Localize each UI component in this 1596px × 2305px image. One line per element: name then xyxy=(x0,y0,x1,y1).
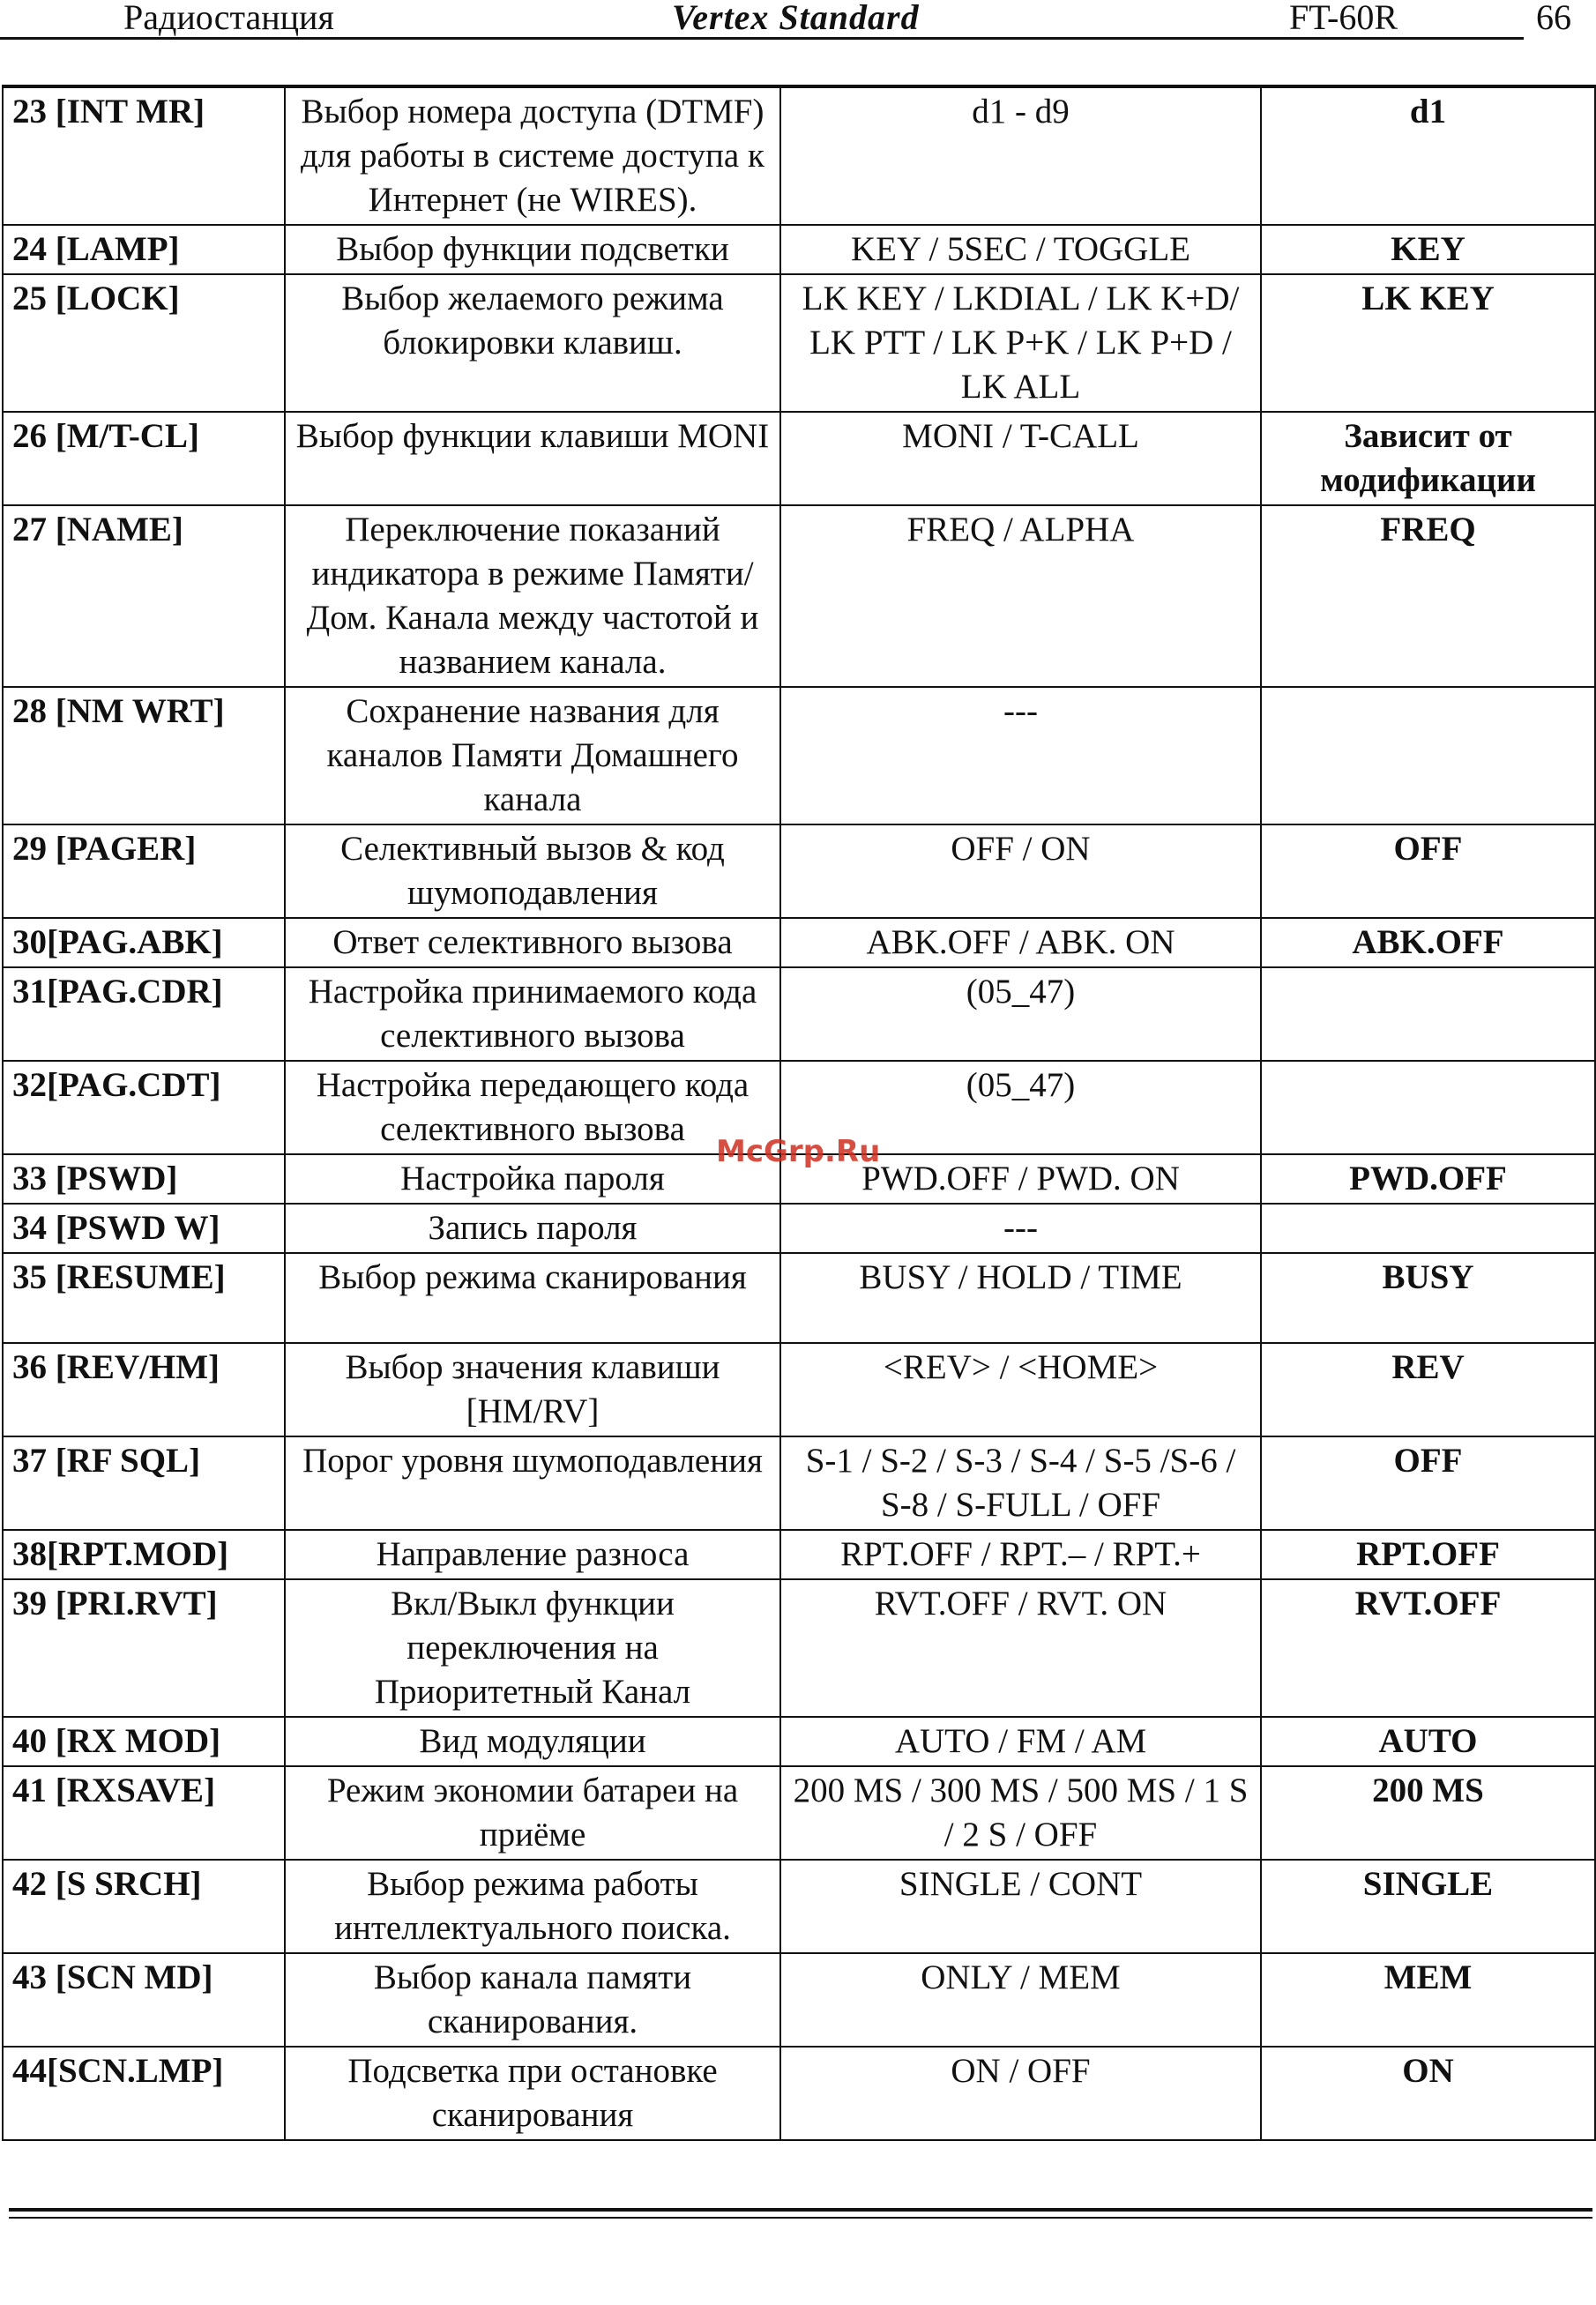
bottom-rule xyxy=(9,2208,1592,2212)
default-value-cell: REV xyxy=(1261,1343,1595,1436)
description-cell: Выбор функции подсветки xyxy=(285,225,780,274)
description-cell: Селективный вызов & код шумоподавления xyxy=(285,824,780,918)
menu-item-cell: 40 [RX MOD] xyxy=(3,1717,285,1766)
menu-item-cell: 27 [NAME] xyxy=(3,505,285,687)
default-value-cell: Зависит от модификации xyxy=(1261,412,1595,505)
options-cell: <REV> / <HOME> xyxy=(780,1343,1261,1436)
description-cell: Настройка принимаемого кода селективного вызова xyxy=(285,967,780,1061)
default-value-cell xyxy=(1261,1204,1595,1253)
description-cell: Вкл/Выкл функции переключения на Приоритетный Канал xyxy=(285,1579,780,1717)
options-cell: OFF / ON xyxy=(780,824,1261,918)
table-row xyxy=(3,918,1595,967)
options-cell: LK KEY / LKDIAL / LK K+D/ LK PTT / LK P+K / LK P+D / LK ALL xyxy=(780,274,1261,412)
options-cell: (05_47) xyxy=(780,1061,1261,1154)
options-cell: --- xyxy=(780,1204,1261,1253)
menu-item-cell: 41 [RXSAVE] xyxy=(3,1766,285,1860)
options-cell: AUTO / FM / AM xyxy=(780,1717,1261,1766)
default-value-cell: SINGLE xyxy=(1261,1860,1595,1953)
description-cell: Выбор значения клавиши [HM/RV] xyxy=(285,1343,780,1436)
default-value-cell: PWD.OFF xyxy=(1261,1154,1595,1204)
menu-item-cell: 35 [RESUME] xyxy=(3,1253,285,1343)
options-cell: 200 MS / 300 MS / 500 MS / 1 S / 2 S / OFF xyxy=(780,1766,1261,1860)
default-value-cell: d1 xyxy=(1261,86,1595,225)
default-value-cell xyxy=(1261,687,1595,824)
options-cell: S-1 / S-2 / S-3 / S-4 / S-5 /S-6 / S-8 / S-FULL / OFF xyxy=(780,1436,1261,1530)
description-cell: Ответ селективного вызова xyxy=(285,918,780,967)
default-value-cell: ABK.OFF xyxy=(1261,918,1595,967)
table-row xyxy=(3,1436,1595,1530)
menu-item-cell: 23 [INT MR] xyxy=(3,86,285,225)
table-row xyxy=(3,967,1595,1061)
options-cell: MONI / T-CALL xyxy=(780,412,1261,505)
description-cell: Выбор желаемого режима блокировки клавиш. xyxy=(285,274,780,412)
table-row xyxy=(3,824,1595,918)
description-cell: Вид модуляции xyxy=(285,1717,780,1766)
description-cell: Переключение показаний индикатора в режиме Памяти/Дом. Канала между частотой и названием канала. xyxy=(285,505,780,687)
options-cell: KEY / 5SEC / TOGGLE xyxy=(780,225,1261,274)
table-row xyxy=(3,1953,1595,2047)
default-value-cell: AUTO xyxy=(1261,1717,1595,1766)
description-cell: Выбор режима сканирования xyxy=(285,1253,780,1343)
description-cell: Режим экономии батареи на приёме xyxy=(285,1766,780,1860)
description-cell: Порог уровня шумоподавления xyxy=(285,1436,780,1530)
default-value-cell: RVT.OFF xyxy=(1261,1579,1595,1717)
options-cell: PWD.OFF / PWD. ON xyxy=(780,1154,1261,1204)
options-cell: (05_47) xyxy=(780,967,1261,1061)
table-row xyxy=(3,1860,1595,1953)
table-row xyxy=(3,2047,1595,2140)
options-cell: BUSY / HOLD / TIME xyxy=(780,1253,1261,1343)
options-cell: RVT.OFF / RVT. ON xyxy=(780,1579,1261,1717)
table-row xyxy=(3,274,1595,412)
table-row xyxy=(3,412,1595,505)
menu-settings-table xyxy=(2,85,1596,2141)
menu-item-cell: 42 [S SRCH] xyxy=(3,1860,285,1953)
bottom-rule-thin xyxy=(9,2217,1592,2219)
menu-item-cell: 31[PAG.CDR] xyxy=(3,967,285,1061)
options-cell: ON / OFF xyxy=(780,2047,1261,2140)
options-cell: ONLY / MEM xyxy=(780,1953,1261,2047)
default-value-cell: ON xyxy=(1261,2047,1595,2140)
header-brand: Vertex Standard xyxy=(672,0,920,37)
table-row xyxy=(3,1766,1595,1860)
default-value-cell xyxy=(1261,967,1595,1061)
menu-item-cell: 36 [REV/HM] xyxy=(3,1343,285,1436)
default-value-cell: MEM xyxy=(1261,1953,1595,2047)
description-cell: Настройка передающего кода селективного вызова xyxy=(285,1061,780,1154)
description-cell: Запись пароля xyxy=(285,1204,780,1253)
table-row xyxy=(3,1343,1595,1436)
options-cell: FREQ / ALPHA xyxy=(780,505,1261,687)
header-rule xyxy=(0,37,1524,40)
table-body xyxy=(3,86,1595,2140)
menu-item-cell: 44[SCN.LMP] xyxy=(3,2047,285,2140)
menu-item-cell: 39 [PRI.RVT] xyxy=(3,1579,285,1717)
menu-item-cell: 25 [LOCK] xyxy=(3,274,285,412)
default-value-cell: 200 MS xyxy=(1261,1766,1595,1860)
menu-item-cell: 43 [SCN MD] xyxy=(3,1953,285,2047)
table-row xyxy=(3,1204,1595,1253)
menu-item-cell: 29 [PAGER] xyxy=(3,824,285,918)
default-value-cell: FREQ xyxy=(1261,505,1595,687)
description-cell: Выбор функции клавиши MONI xyxy=(285,412,780,505)
default-value-cell: OFF xyxy=(1261,1436,1595,1530)
page-header xyxy=(0,0,1596,44)
table-row xyxy=(3,1253,1595,1343)
description-cell: Сохранение названия для каналов Памяти Домашнего канала xyxy=(285,687,780,824)
default-value-cell: OFF xyxy=(1261,824,1595,918)
menu-item-cell: 38[RPT.MOD] xyxy=(3,1530,285,1579)
menu-item-cell: 32[PAG.CDT] xyxy=(3,1061,285,1154)
table-row xyxy=(3,505,1595,687)
description-cell: Выбор режима работы интеллектуального поиска. xyxy=(285,1860,780,1953)
options-cell: SINGLE / CONT xyxy=(780,1860,1261,1953)
table-row xyxy=(3,1579,1595,1717)
options-cell: ABK.OFF / ABK. ON xyxy=(780,918,1261,967)
description-cell: Выбор номера доступа (DTMF) для работы в системе доступа к Интернет (не WIRES). xyxy=(285,86,780,225)
description-cell: Подсветка при остановке сканирования xyxy=(285,2047,780,2140)
default-value-cell: RPT.OFF xyxy=(1261,1530,1595,1579)
header-model: FT-60R xyxy=(1289,0,1398,37)
header-device-type: Радиостанция xyxy=(123,0,334,37)
default-value-cell: BUSY xyxy=(1261,1253,1595,1343)
table-row xyxy=(3,1717,1595,1766)
menu-item-cell: 26 [M/T-CL] xyxy=(3,412,285,505)
options-cell: d1 - d9 xyxy=(780,86,1261,225)
menu-item-cell: 34 [PSWD W] xyxy=(3,1204,285,1253)
watermark: McGrp.Ru xyxy=(716,1134,881,1169)
menu-item-cell: 24 [LAMP] xyxy=(3,225,285,274)
menu-item-cell: 30[PAG.ABK] xyxy=(3,918,285,967)
default-value-cell: KEY xyxy=(1261,225,1595,274)
options-cell: RPT.OFF / RPT.– / RPT.+ xyxy=(780,1530,1261,1579)
options-cell: --- xyxy=(780,687,1261,824)
table-row xyxy=(3,1530,1595,1579)
menu-item-cell: 37 [RF SQL] xyxy=(3,1436,285,1530)
description-cell: Направление разноса xyxy=(285,1530,780,1579)
description-cell: Настройка пароля xyxy=(285,1154,780,1204)
menu-item-cell: 28 [NM WRT] xyxy=(3,687,285,824)
page-number: 66 xyxy=(1536,0,1571,37)
table-row xyxy=(3,86,1595,225)
description-cell: Выбор канала памяти сканирования. xyxy=(285,1953,780,2047)
table-row xyxy=(3,687,1595,824)
default-value-cell: LK KEY xyxy=(1261,274,1595,412)
default-value-cell xyxy=(1261,1061,1595,1154)
menu-item-cell: 33 [PSWD] xyxy=(3,1154,285,1204)
table-row xyxy=(3,225,1595,274)
